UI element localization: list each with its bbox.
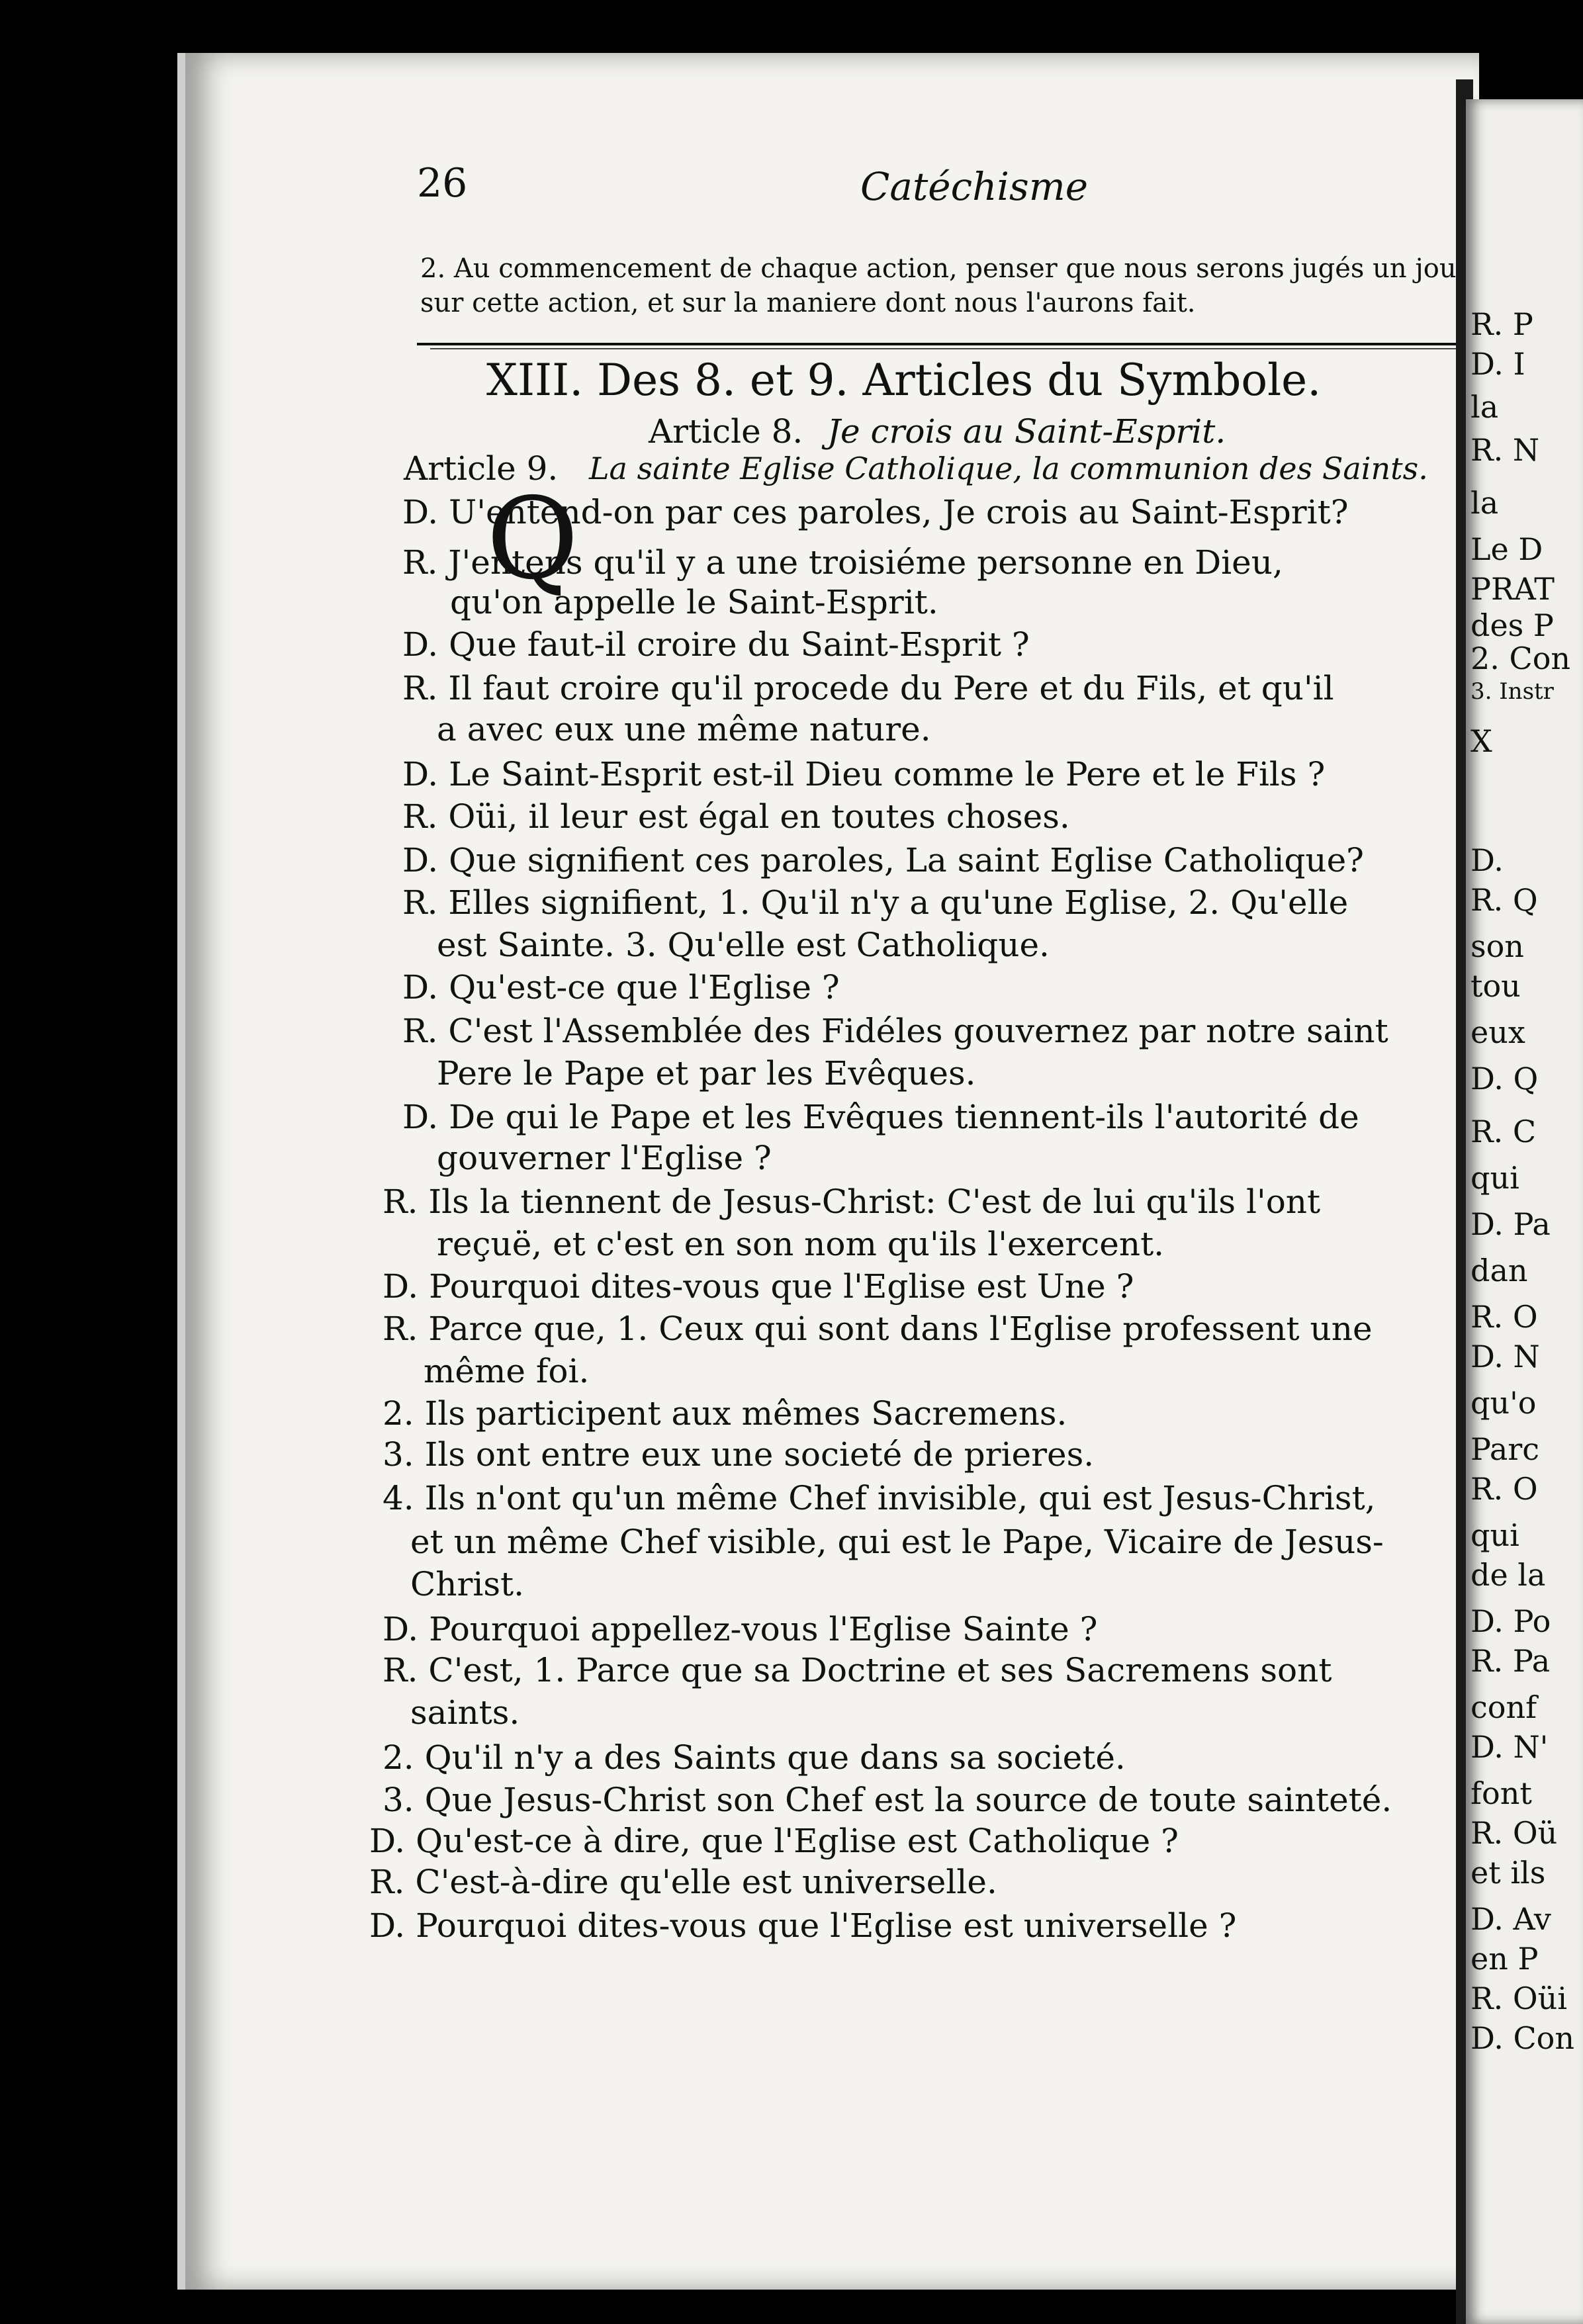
facing-page-fragment: PRAT — [1470, 571, 1555, 607]
facing-page-fragment: R. Q — [1470, 882, 1538, 918]
facing-page-fragment: R. O — [1470, 1299, 1538, 1335]
facing-page-fragment: D. I — [1470, 346, 1525, 382]
text-line: Pere le Pape et par les Evêques. — [437, 1054, 976, 1093]
text-line: reçuë, et c'est en son nom qu'ils l'exercent. — [437, 1225, 1165, 1263]
facing-page-fragment: de la — [1470, 1557, 1546, 1593]
facing-page-fragment: D. N' — [1470, 1729, 1549, 1765]
text-line: R. Ils la tiennent de Jesus-Christ: C'est de lui qu'ils l'ont — [383, 1183, 1321, 1221]
facing-page-fragment: 3. Instr — [1470, 678, 1554, 705]
page-number: 26 — [417, 160, 468, 206]
text-line: 4. Ils n'ont qu'un même Chef invisible, qui est Jesus-Christ, — [383, 1479, 1376, 1517]
text-line: 2. Qu'il n'y a des Saints que dans sa societé. — [383, 1738, 1126, 1777]
text-line: D. De qui le Pape et les Evêques tiennent-ils l'autorité de — [402, 1098, 1359, 1136]
facing-page-fragment: R. Pa — [1470, 1643, 1551, 1679]
text-line: D. Que signifient ces paroles, La saint Eglise Catholique? — [402, 841, 1364, 879]
text-line: a avec eux une même nature. — [437, 710, 931, 748]
facing-page-fragment: la — [1470, 389, 1499, 425]
text-line: Christ. — [410, 1565, 524, 1603]
text-line: D. Pourquoi dites-vous que l'Eglise est Une ? — [383, 1267, 1134, 1306]
facing-page-fragment: D. Po — [1470, 1603, 1551, 1639]
facing-page-fragment: D. Av — [1470, 1901, 1551, 1937]
text-line: est Sainte. 3. Qu'elle est Catholique. — [437, 926, 1050, 964]
text-line: 3. Que Jesus-Christ son Chef est la source de toute sainteté. — [383, 1781, 1392, 1819]
facing-page-fragment: qui — [1470, 1160, 1519, 1196]
header-rule-thin — [430, 348, 1456, 349]
facing-page-fragment: R. P — [1470, 306, 1533, 342]
article-8-label: Article 8. — [649, 412, 803, 451]
article-9-text: La sainte Eglise Catholique, la communion des Saints. — [589, 451, 1428, 486]
facing-page-fragment: D. N — [1470, 1339, 1540, 1374]
text-line: même foi. — [424, 1352, 590, 1390]
text-line: R. Elles signifient, 1. Qu'il n'y a qu'une Eglise, 2. Qu'elle — [402, 883, 1349, 922]
text-line: D. Le Saint-Esprit est-il Dieu comme le Pere et le Fils ? — [402, 755, 1326, 793]
facing-page-fragment: conf — [1470, 1689, 1537, 1725]
facing-page-fragment: D. Con — [1470, 2020, 1575, 2056]
running-title: Catéchisme — [860, 164, 1089, 209]
text-line: R. C'est, 1. Parce que sa Doctrine et ses Sacremens sont — [383, 1651, 1332, 1689]
article-9-label: Article 9. — [404, 449, 559, 488]
footnote-line-2: sur cette action, et sur la maniere dont nous l'aurons fait. — [420, 288, 1196, 318]
facing-page-fragment: son — [1470, 928, 1524, 964]
facing-page-fragment: eux — [1470, 1014, 1525, 1050]
facing-page-fragment: 2. Con — [1470, 641, 1571, 676]
facing-page-fragment: qu'o — [1470, 1385, 1537, 1421]
facing-page-fragment: D. — [1470, 842, 1504, 878]
facing-page-fragment: Le D — [1470, 531, 1543, 567]
facing-page-fragment: X — [1470, 723, 1492, 759]
text-line: D. Pourquoi dites-vous que l'Eglise est universelle ? — [369, 1906, 1237, 1945]
text-line: D. Pourquoi appellez-vous l'Eglise Sainte ? — [383, 1610, 1098, 1648]
facing-page-fragment: R. N — [1470, 432, 1540, 468]
facing-page-fragment: qui — [1470, 1517, 1519, 1553]
facing-page-fragment: dan — [1470, 1253, 1528, 1288]
text-line: R. C'est-à-dire qu'elle est universelle. — [369, 1863, 997, 1901]
facing-page-fragment: la — [1470, 485, 1499, 521]
facing-page-fragment: R. O — [1470, 1471, 1538, 1507]
header-rule — [417, 343, 1456, 345]
facing-page-fragment: D. Q — [1470, 1061, 1539, 1096]
text-line: R. C'est l'Assemblée des Fidéles gouvernez par notre saint — [402, 1012, 1388, 1050]
facing-page-fragment: Parc — [1470, 1431, 1540, 1467]
text-line: D. Qu'est-ce à dire, que l'Eglise est Catholique ? — [369, 1822, 1179, 1860]
text-line: et un même Chef visible, qui est le Pape, Vicaire de Jesus- — [410, 1523, 1384, 1561]
facing-page-fragment: R. Oü — [1470, 1815, 1558, 1851]
text-line: gouverner l'Eglise ? — [437, 1139, 772, 1177]
article-8-text: Je crois au Saint-Esprit. — [827, 412, 1226, 451]
facing-page-fragment: des P — [1470, 607, 1554, 643]
text-line: qu'on appelle le Saint-Esprit. — [450, 583, 938, 621]
facing-page-fragment: font — [1470, 1775, 1532, 1811]
text-line: D. Qu'est-ce que l'Eglise ? — [402, 968, 840, 1006]
text-line: R. Oüi, il leur est égal en toutes choses. — [402, 797, 1070, 836]
facing-page-fragment: R. Oüi — [1470, 1981, 1567, 2016]
facing-page-fragment: D. Pa — [1470, 1206, 1551, 1242]
text-line: R. Parce que, 1. Ceux qui sont dans l'Eglise professent une — [383, 1310, 1373, 1348]
footnote-line-1: 2. Au commencement de chaque action, penser que nous serons jugés un jou — [420, 253, 1457, 284]
text-line: saints. — [410, 1693, 520, 1732]
facing-page-fragment: R. C — [1470, 1114, 1537, 1149]
drop-cap: Q — [486, 474, 579, 605]
chapter-title: XIII. Des 8. et 9. Articles du Symbole. — [486, 355, 1322, 406]
text-line: D. U'entend-on par ces paroles, Je crois au Saint-Esprit? — [402, 493, 1349, 531]
facing-page-fragment: et ils — [1470, 1855, 1546, 1891]
facing-page-fragment: tou — [1470, 968, 1521, 1004]
text-line: R. J'entens qu'il y a une troisiéme personne en Dieu, — [402, 543, 1283, 582]
text-line: 2. Ils participent aux mêmes Sacremens. — [383, 1394, 1067, 1433]
facing-page-fragment: en P — [1470, 1941, 1539, 1977]
text-line: 3. Ils ont entre eux une societé de prieres. — [383, 1435, 1095, 1474]
text-line: R. Il faut croire qu'il procede du Pere et du Fils, et qu'il — [402, 669, 1334, 707]
text-line: D. Que faut-il croire du Saint-Esprit ? — [402, 625, 1030, 664]
